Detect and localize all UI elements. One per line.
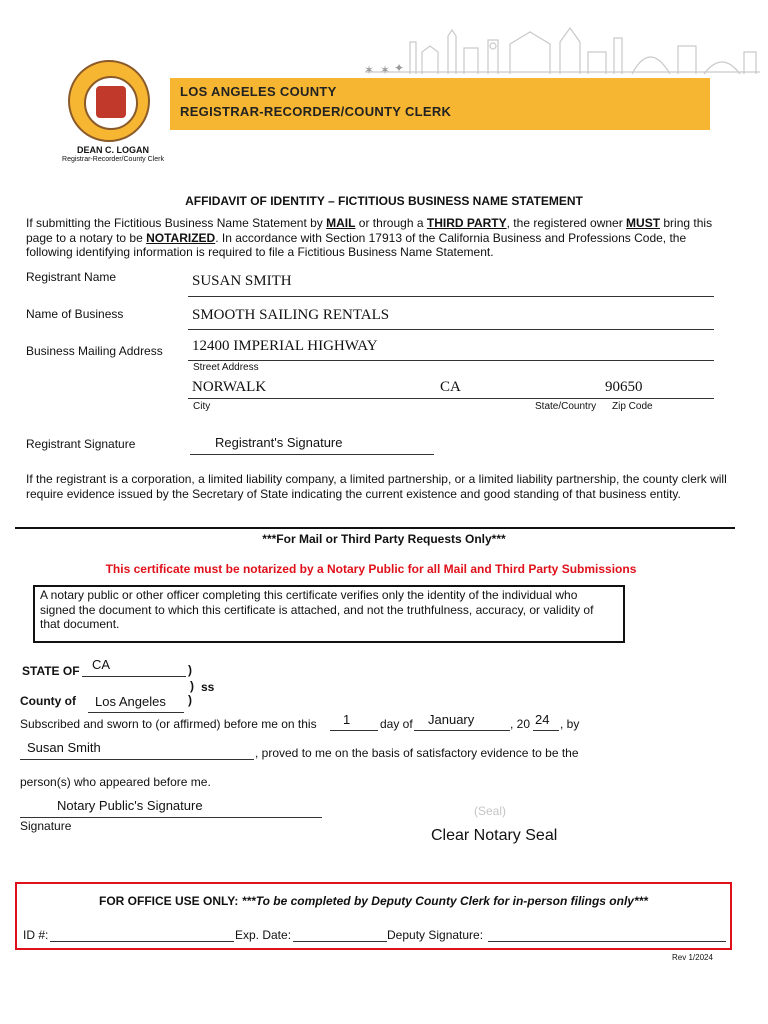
day-of-label: day of bbox=[380, 717, 413, 731]
svg-text:✶: ✶ bbox=[380, 63, 391, 77]
notary-red-notice: This certificate must be notarized by a Notary Public for all Mail and Third Party Submissions bbox=[105, 562, 637, 576]
notary-disclaimer-box bbox=[33, 585, 625, 643]
appearing-person-field[interactable]: Susan Smith bbox=[27, 740, 101, 755]
notary-disclaimer-text: A notary public or other officer completing this certificate verifies only the identity of the individual who signed the document to which this certificate is attached, and not the truthfulness, accuracy, or validity of that document. bbox=[40, 588, 594, 631]
form-title: AFFIDAVIT OF IDENTITY – FICTITIOUS BUSINESS NAME STATEMENT bbox=[185, 194, 583, 208]
year-line bbox=[533, 730, 559, 731]
zip-field[interactable]: 90650 bbox=[605, 379, 643, 395]
registrant-name-label: Registrant Name bbox=[26, 270, 117, 284]
header-banner bbox=[170, 78, 710, 130]
year-field[interactable]: 24 bbox=[535, 712, 550, 727]
office-use-heading-italic: ***To be completed by Deputy County Clerk for in-person filings only*** bbox=[241, 894, 648, 908]
intro-text: If submitting the Fictitious Business Name Statement by bbox=[26, 216, 327, 230]
section-divider bbox=[15, 527, 735, 529]
intro-third-party-emphasis: THIRD PARTY bbox=[426, 216, 507, 230]
intro-paragraph bbox=[26, 216, 736, 260]
notary-county-line bbox=[88, 712, 184, 713]
by-label: , by bbox=[560, 717, 580, 731]
state-field[interactable]: CA bbox=[440, 379, 461, 395]
office-use-heading bbox=[17, 894, 730, 908]
id-label: ID #: bbox=[23, 928, 49, 942]
state-caption: State/Country bbox=[535, 401, 597, 412]
registrant-signature-field[interactable]: Registrant's Signature bbox=[215, 435, 343, 450]
signature-caption: Signature bbox=[20, 819, 72, 833]
official-title: Registrar-Recorder/County Clerk bbox=[62, 156, 164, 163]
exp-date-line[interactable] bbox=[293, 941, 387, 942]
city-field[interactable]: NORWALK bbox=[192, 379, 267, 395]
notary-county-field[interactable]: Los Angeles bbox=[95, 694, 166, 709]
official-name: DEAN C. LOGAN bbox=[77, 145, 149, 155]
month-line bbox=[414, 730, 510, 731]
intro-text: , the registered owner bbox=[506, 216, 627, 230]
sworn-text: Subscribed and sworn to (or affirmed) before me on this bbox=[20, 717, 317, 731]
registrant-signature-label: Registrant Signature bbox=[26, 437, 136, 451]
svg-text:✦: ✦ bbox=[394, 61, 405, 75]
registrant-name-field[interactable]: SUSAN SMITH bbox=[192, 273, 292, 289]
street-address-field[interactable]: 12400 IMPERIAL HIGHWAY bbox=[192, 338, 378, 354]
registrant-name-line bbox=[188, 296, 714, 297]
appeared-text: person(s) who appeared before me. bbox=[20, 775, 211, 789]
county-of-label: County of bbox=[20, 694, 76, 708]
revision-label: Rev 1/2024 bbox=[672, 953, 713, 962]
day-field[interactable]: 1 bbox=[343, 712, 351, 727]
proved-text: , proved to me on the basis of satisfactory evidence to be the bbox=[255, 746, 579, 760]
svg-text:✶: ✶ bbox=[364, 63, 375, 77]
zip-caption: Zip Code bbox=[612, 401, 653, 412]
corporation-note: If the registrant is a corporation, a limited liability company, a limited partnership, or a limited liability partnership, the county clerk will require evidence issued by the Secretary of State indicating the current existence and good standing of that business entity. bbox=[26, 472, 727, 501]
city-skyline-illustration bbox=[360, 22, 760, 78]
notary-signature-field[interactable]: Notary Public's Signature bbox=[57, 798, 203, 813]
business-name-label: Name of Business bbox=[26, 307, 124, 321]
deputy-signature-line[interactable] bbox=[488, 941, 726, 942]
county-seal-logo bbox=[68, 60, 150, 142]
office-name: REGISTRAR-RECORDER/COUNTY CLERK bbox=[180, 104, 452, 119]
intro-text: bring this page to a notary to be bbox=[26, 216, 713, 245]
notary-section-heading: ***For Mail or Third Party Requests Only*** bbox=[262, 532, 506, 546]
paren-1: ) bbox=[188, 663, 192, 677]
intro-text: . In accordance with Section 17913 of the California Business and Professions Code, the following identifying information is required to file a Fictitious Business Name Statement. bbox=[26, 230, 687, 259]
office-use-heading-bold: FOR OFFICE USE ONLY: bbox=[99, 894, 242, 908]
street-address-caption: Street Address bbox=[193, 362, 259, 373]
month-field[interactable]: January bbox=[428, 712, 475, 727]
notary-state-field[interactable]: CA bbox=[92, 657, 111, 672]
year-prefix: , 20 bbox=[510, 717, 531, 731]
exp-date-label: Exp. Date: bbox=[235, 928, 292, 942]
state-of-label: STATE OF bbox=[22, 664, 80, 678]
deputy-signature-label: Deputy Signature: bbox=[387, 928, 484, 942]
registrant-signature-line bbox=[190, 454, 434, 455]
appearing-person-line bbox=[20, 759, 254, 760]
notary-signature-line bbox=[20, 817, 322, 818]
id-line[interactable] bbox=[50, 941, 234, 942]
county-name: LOS ANGELES COUNTY bbox=[180, 84, 337, 99]
mailing-address-label: Business Mailing Address bbox=[26, 344, 163, 358]
ss-label: ss bbox=[201, 680, 215, 694]
office-use-box bbox=[15, 882, 732, 950]
intro-mail-emphasis: MAIL bbox=[326, 216, 356, 230]
city-state-zip-line bbox=[188, 398, 714, 399]
business-name-line bbox=[188, 329, 714, 330]
notary-state-line bbox=[82, 676, 186, 677]
street-address-line bbox=[188, 360, 714, 361]
clear-notary-seal-button[interactable]: Clear Notary Seal bbox=[431, 827, 558, 844]
paren-2: ) bbox=[190, 679, 194, 693]
business-name-field[interactable]: SMOOTH SAILING RENTALS bbox=[192, 307, 390, 323]
intro-text: or through a bbox=[355, 216, 427, 230]
day-line bbox=[330, 730, 378, 731]
intro-must-emphasis: MUST bbox=[626, 216, 661, 230]
seal-placeholder: (Seal) bbox=[474, 804, 507, 818]
intro-notarized-emphasis: NOTARIZED bbox=[146, 230, 216, 245]
paren-3: ) bbox=[188, 693, 192, 707]
city-caption: City bbox=[193, 401, 211, 412]
